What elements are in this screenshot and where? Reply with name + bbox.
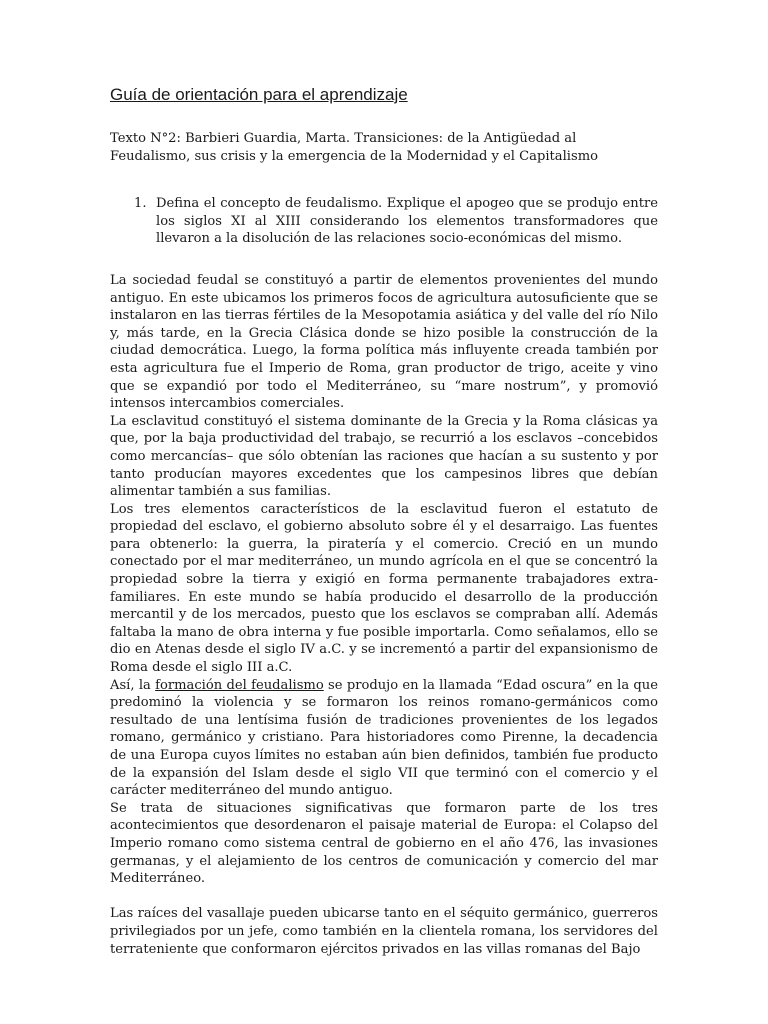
underlined-term: formación del feudalismo <box>155 677 324 693</box>
document-title: Guía de orientación para el aprendizaje <box>110 85 408 104</box>
text-reference-line-2: Feudalismo, sus crisis y la emergencia de la Modernidad y el Capitalismo <box>110 148 598 164</box>
text-reference-line-1: Texto N°2: Barbieri Guardia, Marta. Transiciones: de la Antigüedad al <box>110 131 577 146</box>
paragraph-1: La sociedad feudal se constituyó a partir de elementos provenientes del mundo antiguo. En este ubicamos los primeros focos de agricultura autosuficiente que se instalaron en las tierras fértiles de la Mesopotamia asiática y del valle del río Nilo y, más tarde, en la Grecia Clásica donde se hizo posible la construcción de la ciudad democrática. Luego, la forma política más influyente creada también por esta agricultura fue el Imperio de Roma, gran productor de trigo, aceite y vino que se expandió por todo el Mediterráneo, su “mare nostrum”, y promovió intensos intercambios comerciales. <box>110 272 658 412</box>
paragraph-6: Las raíces del vasallaje pueden ubicarse tanto en el séquito germánico, guerreros privilegiados por un jefe, como también en la clientela romana, los servidores del terrateniente que conformaron ejércitos privados en las villas romanas del Bajo <box>110 906 658 957</box>
question-number: 1. <box>134 196 147 212</box>
paragraph-3: Los tres elementos característicos de la esclavitud fueron el estatuto de propiedad del esclavo, el gobierno absoluto sobre él y el desarraigo. Las fuentes para obtenerlo: la guerra, la piratería y el comercio. Creció en un mundo conectado por el mar mediterráneo, un mundo agrícola en el que se concentró la propiedad sobre la tierra y exigió en forma permanente trabajadores extra-familiares. En este mundo se había producido el desarrollo de la producción mercantil y de los mercados, puesto que los esclavos se compraban allí. Además faltaba la mano de obra interna y fue posible importarla. Como señalamos, ello se dio en Atenas desde el siglo IV a.C. y se incrementó a partir del expansionismo de Roma desde el siglo III a.C. <box>110 501 658 676</box>
question-text: Defina el concepto de feudalismo. Explique el apogeo que se produjo entre los siglos XI al XIII considerando los elementos transformadores que llevaron a la disolución de las relaciones socio-económicas del mismo. <box>156 196 658 247</box>
text-reference <box>110 130 658 165</box>
paragraph-5: Se trata de situaciones significativas que formaron parte de los tres acontecimientos que desordenaron el paisaje material de Europa: el Colapso del Imperio romano como sistema central de gobierno en el año 476, las invasiones germanas, y el alejamiento de los centros de comunicación y comercio del mar Mediterráneo. <box>110 800 658 887</box>
question-item <box>110 195 658 248</box>
paragraph-4 <box>110 677 658 800</box>
paragraph-2: La esclavitud constituyó el sistema dominante de la Grecia y la Roma clásicas ya que, por la baja productividad del trabajo, se recurrió a los esclavos –concebidos como mercancías– que sólo obtenían las raciones que hacían a su sustento y por tanto producían mayores excedentes que los campesinos libres que debían alimentar también a sus familias. <box>110 413 658 500</box>
paragraph-4-prefix: Así, la <box>110 677 156 693</box>
document-page <box>110 84 658 958</box>
paragraph-4-rest: se produjo en la llamada “Edad oscura” en la que predominó la violencia y se formaron los reinos romano-germánicos como resultado de una lentísima fusión de tradiciones provenientes de los legados romano, germánico y cristiano. Para historiadores como Pirenne, la decadencia de una Europa cuyos límites no estaban aún bien definidos, también fue producto de la expansión del Islam desde el siglo VII que terminó con el comercio y el carácter mediterráneo del mundo antiguo. <box>110 677 658 799</box>
